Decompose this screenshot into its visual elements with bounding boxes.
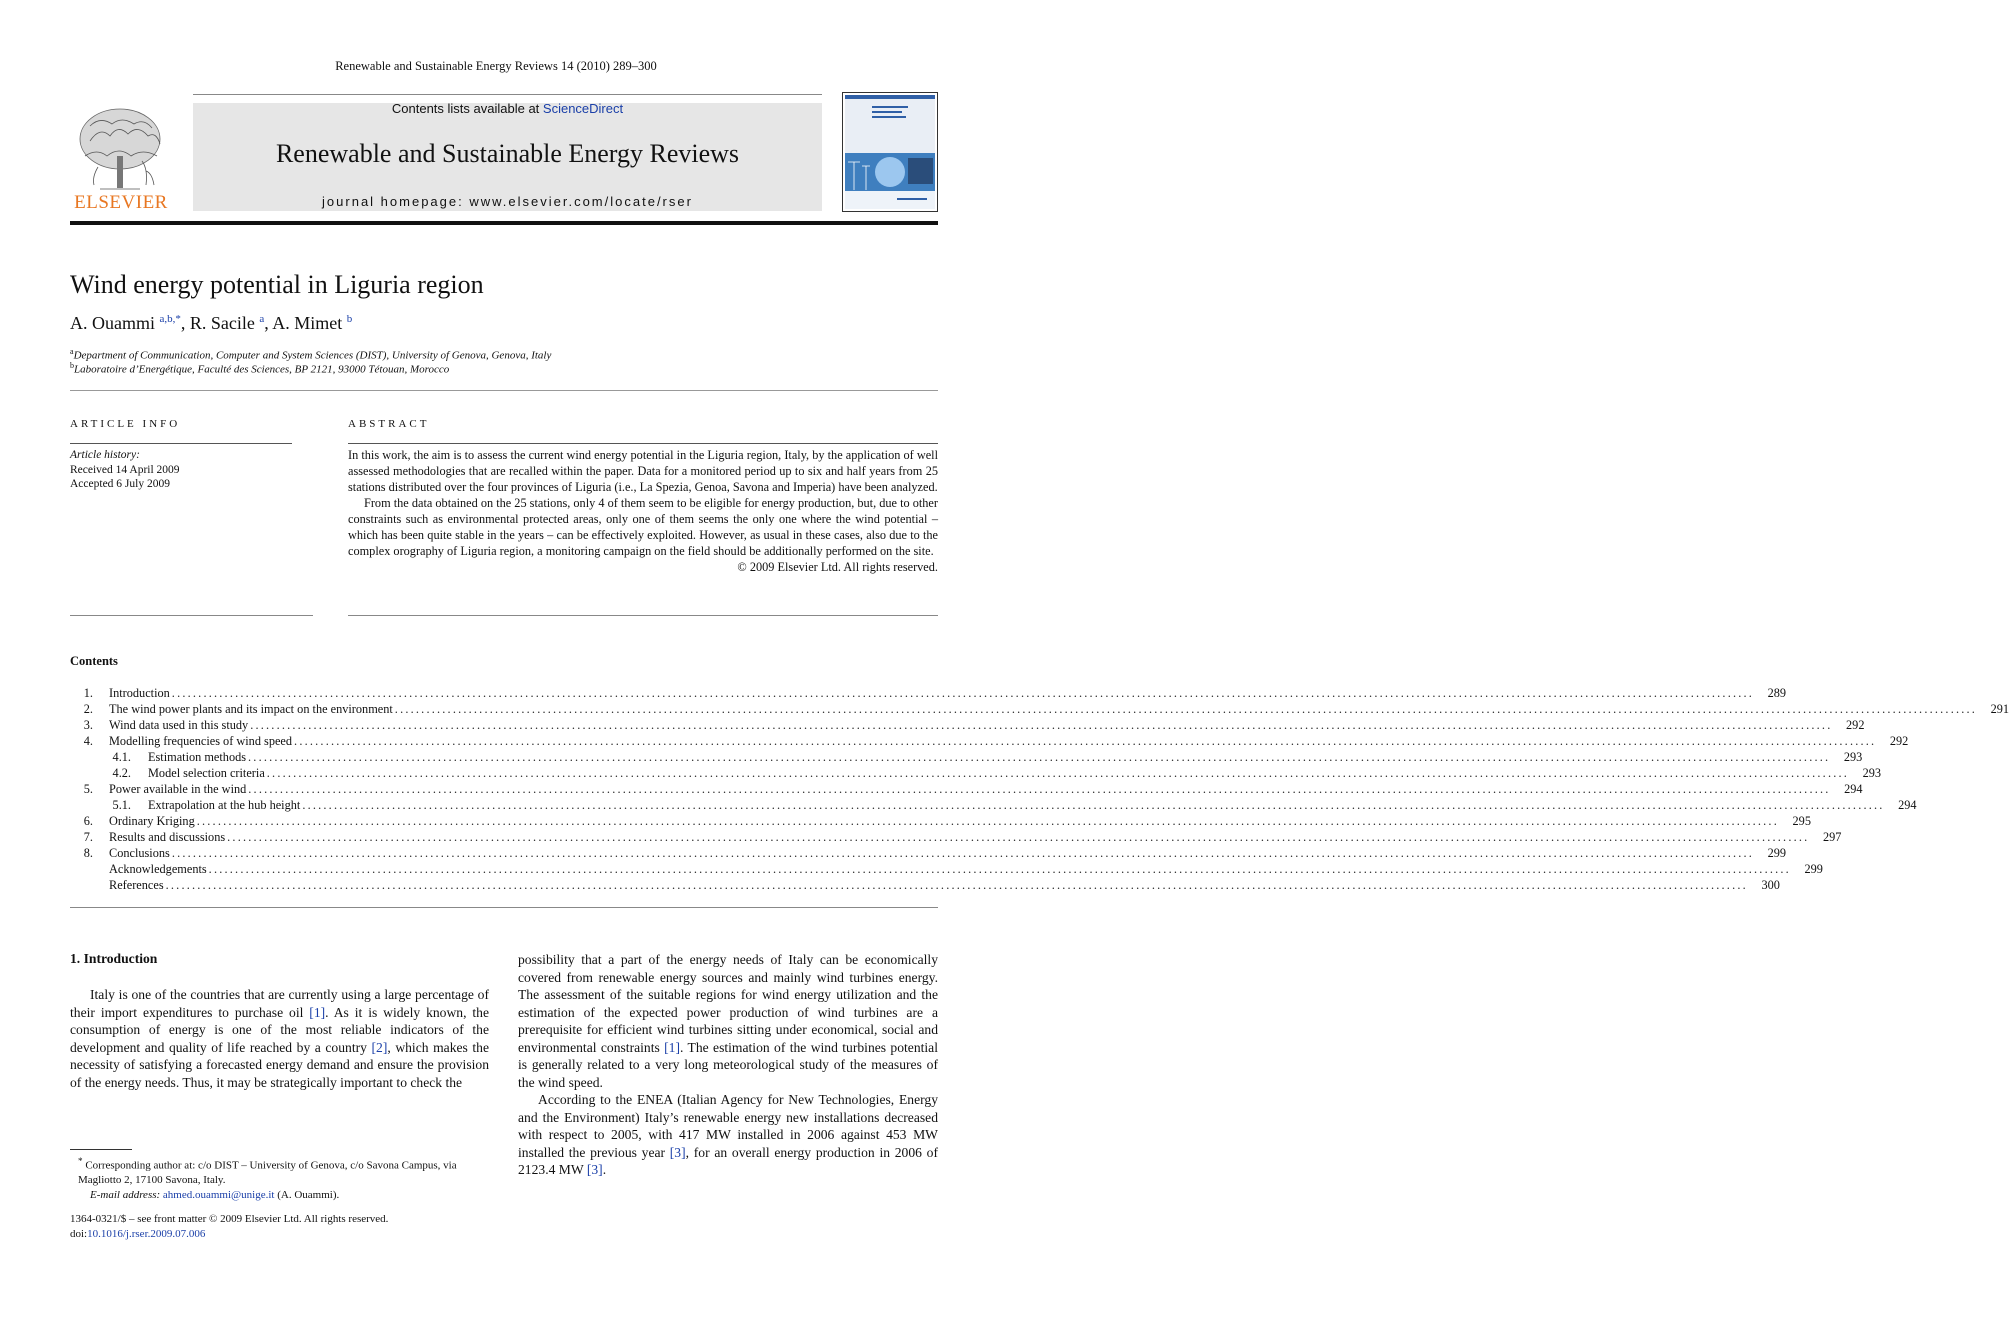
toc-entry-page: 300 — [1761, 878, 1780, 892]
toc-entry[interactable] — [70, 797, 1917, 813]
toc-entry[interactable] — [70, 781, 1863, 797]
reference-link[interactable]: [1] — [309, 1004, 326, 1020]
reference-link[interactable]: [1] — [664, 1039, 681, 1055]
toc-entry-page: 294 — [1844, 782, 1863, 796]
article-history — [70, 448, 180, 492]
history-label: Article history: — [70, 449, 140, 461]
abstract-heading: ABSTRACT — [348, 418, 430, 430]
toc-leader-dots: ............................................................................................................................................................................................................................................................................................................ — [266, 766, 1850, 780]
toc-entry-number: 6. — [83, 814, 93, 828]
toc-entry-page: 294 — [1898, 798, 1917, 812]
author-affil-marker[interactable]: b — [346, 313, 353, 325]
body-paragraph: According to the ENEA (Italian Agency for New Technologies, Energy and the Environment) Italy’s renewable energy new installations decreased with respect to 2005, with 417 MW installed in 2006 against 453 MW installed the previous year [3], for an overall energy production in 2006 of 2123.4 MW [3]. — [518, 1092, 938, 1177]
toc-entry-page: 289 — [1767, 686, 1787, 700]
toc-entry-title[interactable]: References — [93, 877, 166, 893]
toc-leader-dots: ............................................................................................................................................................................................................................................................................................................ — [294, 734, 1877, 748]
body-paragraph: Italy is one of the countries that are currently using a large percentage of their import expenditures to purchase oil [1]. As it is widely known, the consumption of energy is one of the most reliable indicators of the development and quality of life reached by a country [2], which makes the necessity of satisfying a forecasted energy demand and ensure the provision of the energy needs. Thus, it may be strategically important to check the — [70, 987, 489, 1090]
abstract-paragraph: In this work, the aim is to assess the current wind energy potential in the Liguria region, Italy, by the application of well assessed methodologies that are recalled within the paper. Data for a monitored period up to six and half years from 25 stations distributed over the four provinces of Liguria (i.e., La Spezia, Genoa, Savona and Imperia) have been analyzed. — [348, 448, 938, 494]
journal-cover-icon — [842, 92, 938, 212]
toc-entry-page: 299 — [1804, 862, 1823, 876]
elsevier-logo[interactable] — [70, 101, 172, 213]
affil-text: Department of Communication, Computer and System Sciences (DIST), University of Genova, Genova, Italy — [73, 349, 552, 362]
body-column-right — [518, 951, 938, 1179]
toc-entry[interactable] — [70, 845, 1787, 861]
contents-available-line — [193, 101, 822, 116]
toc-entry-number: 1. — [83, 686, 93, 700]
toc-entry[interactable] — [70, 829, 1842, 845]
toc-entry[interactable] — [70, 749, 1863, 765]
author-name: R. Sacile — [189, 313, 255, 333]
toc-entry-number — [70, 861, 93, 877]
journal-cover-thumbnail[interactable] — [842, 92, 938, 212]
affil-text: Laboratoire d’Energétique, Faculté des Sciences, BP 2121, 93000 Tétouan, Morocco — [74, 363, 450, 376]
toc-entry-number: 3. — [83, 718, 93, 732]
affil-marker: b — [70, 361, 74, 370]
toc-leader-dots: ............................................................................................................................................................................................................................................................................................................ — [208, 862, 1791, 876]
issn-line: 1364-0321/$ – see front matter © 2009 Elsevier Ltd. All rights reserved. doi:10.1016/j.rser.2009.07.006 — [70, 1213, 389, 1240]
toc-leader-dots: ............................................................................................................................................................................................................................................................................................................ — [250, 718, 1833, 732]
footnote-rule — [70, 1149, 132, 1150]
affiliation-b — [70, 361, 449, 376]
toc-leader-dots: ............................................................................................................................................................................................................................................................................................................ — [196, 814, 1779, 828]
reference-link[interactable]: [3] — [669, 1144, 686, 1160]
affil-marker: a — [70, 347, 74, 356]
article-title: Wind energy potential in Liguria region — [70, 270, 484, 299]
toc-entry[interactable] — [70, 701, 2009, 717]
toc-entry-title[interactable]: Extrapolation at the hub height — [131, 797, 302, 813]
toc-entry[interactable] — [70, 813, 1811, 829]
header-thick-rule — [70, 221, 938, 225]
header-top-rule — [193, 94, 822, 95]
contents-heading: Contents — [70, 654, 118, 668]
toc-entry-number: 7. — [83, 830, 93, 844]
toc-entry-number: 4. — [83, 734, 93, 748]
toc-entry-page: 297 — [1822, 830, 1842, 844]
divider — [70, 615, 313, 616]
body-paragraph: possibility that a part of the energy needs of Italy can be economically covered from renewable energy sources and mainly wind turbines energy. The assessment of the suitable regions for wind energy utilization and the estimation of the expected power production of wind turbines are a prerequisite for efficient wind turbines sitting under economical, social and environmental constraints [1]. The estimation of the wind turbines potential is generally related to a very long meteorological study of the measures of the wind speed. — [518, 952, 938, 1090]
table-of-contents — [70, 685, 2009, 893]
corresponding-author-footnote: * Corresponding author at: c/o DIST – University of Genova, c/o Savona Campus, via Magliotto 2, 17100 Savona, Italy. E-mail address: ahmed.ouammi@unige.it (A. Ouammi). — [78, 1156, 457, 1201]
toc-entry-number: 5.1. — [112, 798, 131, 812]
toc-entry-title[interactable]: Results and discussions — [93, 829, 227, 845]
toc-entry-page: 293 — [1862, 766, 1882, 780]
toc-entry-title[interactable]: Estimation methods — [131, 749, 248, 765]
toc-entry-number: 8. — [83, 846, 93, 860]
journal-homepage[interactable]: journal homepage: www.elsevier.com/locate/rser — [322, 194, 693, 209]
author-affil-marker[interactable]: a,b,* — [159, 313, 181, 325]
toc-entry[interactable] — [70, 861, 1823, 877]
toc-entry-number: 2. — [83, 702, 93, 716]
abstract-paragraph: From the data obtained on the 25 stations, only 4 of them seem to be eligible for energy production, but, due to other constraints such as environmental protected areas, only one of them seems the only one where the wind potential – which has been quite stable in the years – can be effectively exploited. However, as usual in these cases, also due to the complex orography of Liguria region, a monitoring campaign on the field should be additionally performed on the site. — [348, 496, 938, 558]
toc-leader-dots: ............................................................................................................................................................................................................................................................................................................ — [227, 830, 1810, 844]
toc-entry[interactable] — [70, 765, 1882, 781]
doi-link[interactable]: 10.1016/j.rser.2009.07.006 — [87, 1227, 206, 1240]
toc-entry-title[interactable]: Acknowledgements — [93, 861, 209, 877]
affiliation-a — [70, 347, 551, 362]
sciencedirect-link[interactable]: ScienceDirect — [542, 101, 624, 116]
footnote-marker: * — [78, 1156, 83, 1166]
toc-entry[interactable] — [70, 717, 1865, 733]
toc-entry-page: 293 — [1843, 750, 1863, 764]
body-column-left — [70, 986, 489, 1091]
toc-entry-page: 291 — [1990, 702, 2009, 716]
author-affil-marker[interactable]: a — [259, 313, 265, 325]
contents-prefix: Contents lists available at — [391, 101, 543, 116]
toc-entry-number: 5. — [83, 782, 93, 796]
toc-entry-title[interactable]: Modelling frequencies of wind speed — [93, 733, 294, 749]
journal-citation: Renewable and Sustainable Energy Reviews 14 (2010) 289–300 — [335, 59, 657, 73]
author-name: A. Mimet — [272, 313, 343, 333]
toc-entry-title[interactable]: Ordinary Kriging — [93, 813, 197, 829]
toc-entry[interactable] — [70, 877, 1780, 893]
toc-entry-page: 295 — [1792, 814, 1811, 828]
toc-leader-dots: ............................................................................................................................................................................................................................................................................................................ — [165, 878, 1748, 892]
toc-entry-number: 4.2. — [112, 766, 131, 780]
section-heading-introduction: 1. Introduction — [70, 951, 158, 966]
toc-leader-dots: ............................................................................................................................................................................................................................................................................................................ — [302, 798, 1885, 812]
toc-entry-page: 299 — [1767, 846, 1787, 860]
abstract-body — [348, 447, 938, 575]
divider — [348, 615, 938, 616]
toc-leader-dots: ............................................................................................................................................................................................................................................................................................................ — [171, 686, 1755, 700]
toc-entry-page: 292 — [1846, 718, 1865, 732]
divider — [70, 390, 938, 391]
toc-entry-title[interactable]: Conclusions — [93, 845, 172, 861]
toc-entry-title[interactable]: Power available in the wind — [93, 781, 248, 797]
toc-leader-dots: ............................................................................................................................................................................................................................................................................................................ — [394, 702, 1978, 716]
received-date: Received 14 April 2009 — [70, 463, 180, 476]
accepted-date: Accepted 6 July 2009 — [70, 478, 170, 490]
article-info-heading: ARTICLE INFO — [70, 418, 181, 430]
toc-entry[interactable] — [70, 733, 1909, 749]
toc-leader-dots: ............................................................................................................................................................................................................................................................................................................ — [248, 782, 1831, 796]
divider — [70, 907, 938, 908]
toc-entry-title[interactable]: Introduction — [93, 685, 172, 701]
toc-entry[interactable] — [70, 685, 1787, 701]
toc-leader-dots: ............................................................................................................................................................................................................................................................................................................ — [248, 750, 1831, 764]
toc-entry-number — [70, 877, 93, 893]
elsevier-wordmark: ELSEVIER — [74, 192, 168, 213]
reference-link[interactable]: [3] — [586, 1162, 603, 1177]
abstract-copyright: © 2009 Elsevier Ltd. All rights reserved. — [737, 560, 938, 574]
author-list: A. Ouammi $^{a,b,*}$, R. Sacile $^a$, A. Mimet $^b$ — [70, 313, 353, 333]
divider — [70, 443, 292, 444]
divider — [348, 443, 938, 444]
toc-entry-title[interactable]: The wind power plants and its impact on the environment — [93, 701, 395, 717]
author-name: A. Ouammi — [70, 313, 155, 333]
toc-entry-title[interactable]: Wind data used in this study — [93, 717, 250, 733]
author-email-link[interactable]: ahmed.ouammi@unige.it — [162, 1188, 275, 1201]
toc-leader-dots: ............................................................................................................................................................................................................................................................................................................ — [171, 846, 1755, 860]
journal-name: Renewable and Sustainable Energy Reviews — [275, 139, 740, 168]
toc-entry-number: 4.1. — [112, 750, 131, 764]
toc-entry-title[interactable]: Model selection criteria — [131, 765, 267, 781]
toc-entry-page: 292 — [1889, 734, 1909, 748]
reference-link[interactable]: [2] — [371, 1039, 388, 1055]
